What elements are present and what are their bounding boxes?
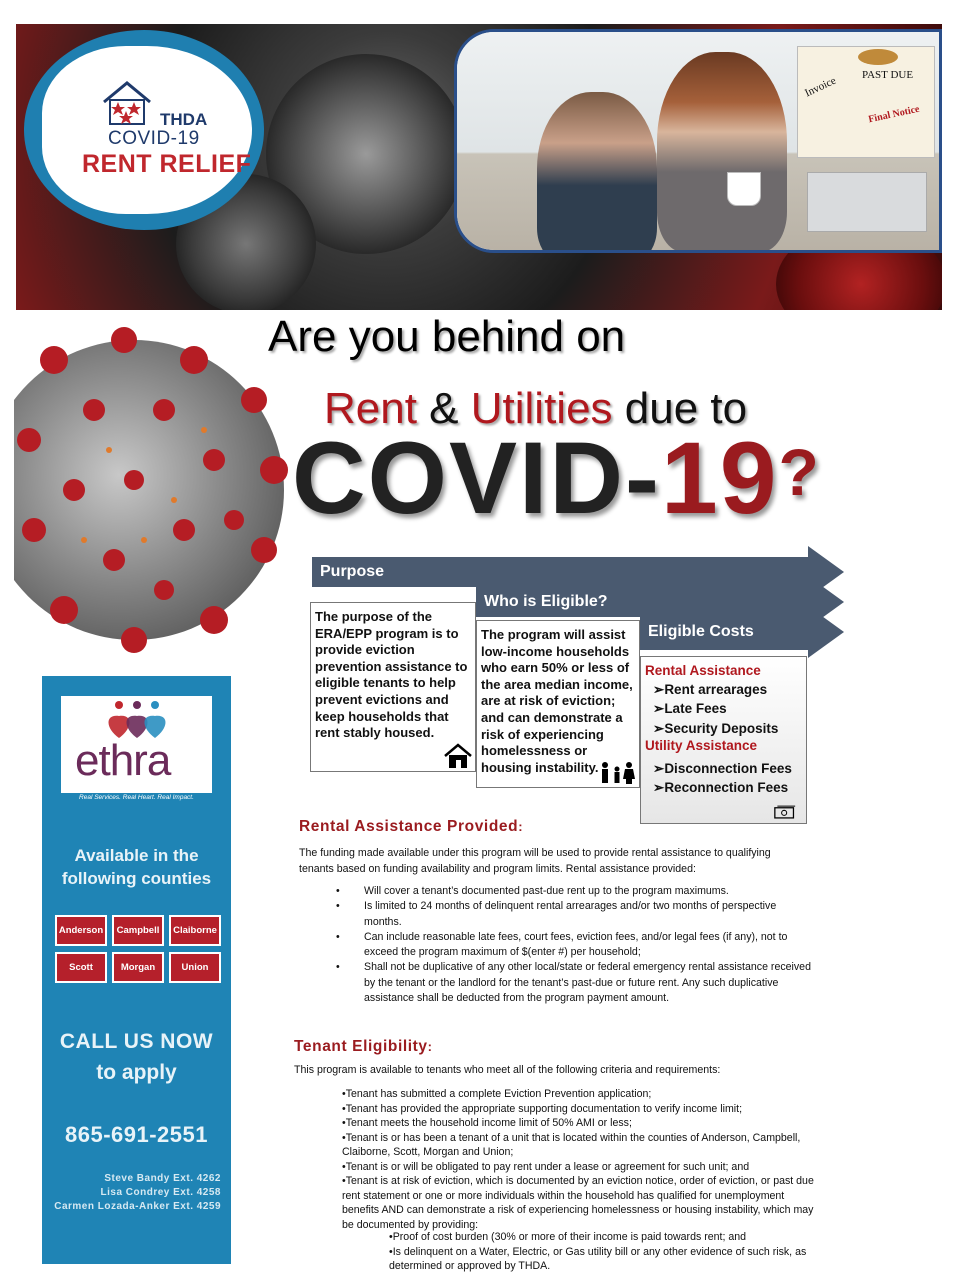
coins <box>858 49 898 65</box>
ethra-hearts-icon <box>97 700 177 740</box>
list-item: • Can include reasonable late fees, court fees, eviction fees, and/or legal fees (if any), not to exceed the program maximum of $(enter #) per household; <box>336 930 812 961</box>
headline-question-mark: ? <box>778 435 821 509</box>
list-item: • Shall not be duplicative of any other local/state or federal emergency rental assistance received by the tenant or the landlord for the tenant’s past-due or future rent. Any such duplicative assistance shall be deducted from the program payment amount. <box>336 960 812 1006</box>
purpose-card <box>310 602 476 772</box>
house-icon <box>443 743 473 769</box>
woman-figure <box>657 52 787 252</box>
list-item: •Tenant is or has been a tenant of a unit that is located within the counties of Anderson, Campbell, Claiborne, Scott, Morgan and Union; <box>342 1131 801 1158</box>
list-item: •Tenant is at risk of eviction, which is documented by an eviction notice, order of eviction, or past due rent statement or one or more individuals within the household has qualified for unemployment benefits AND can demonstrate a risk of experiencing homelessness or housing instability, which may be documented by providing: <box>342 1175 814 1231</box>
logo-covid: COVID-19 <box>108 128 200 149</box>
tenant-sub-criteria-list <box>389 1230 809 1274</box>
eligible-arrow <box>476 587 810 617</box>
stressed-couple-photo <box>454 29 942 253</box>
laptop <box>807 172 927 232</box>
eligible-card <box>476 620 640 788</box>
cost-item: ➢Rent arrearages <box>653 681 768 697</box>
coronavirus-icon <box>14 320 294 660</box>
counties-heading-2: following counties <box>61 869 212 888</box>
purpose-body: The purpose of the ERA/EPP program is to provide eviction prevention assistance to eligible tenants to help prevent evictions and keep households that rent stably housed. <box>315 609 468 741</box>
headline-rent: Rent <box>324 384 417 433</box>
man-figure <box>537 92 657 253</box>
list-item: •Tenant is or will be obligated to pay rent under a lease or agreement for such unit; and <box>342 1160 750 1173</box>
rental-assistance-list <box>336 884 812 1006</box>
costs-card <box>640 656 807 824</box>
costs-arrow <box>640 614 810 650</box>
call-us-now: CALL US NOW <box>59 1030 214 1053</box>
to-apply: to apply <box>96 1061 177 1084</box>
eligible-title: Who is Eligible? <box>484 593 608 610</box>
tenant-eligibility-heading: Tenant Eligibility: <box>294 1038 433 1055</box>
headline-amp: & <box>416 384 471 433</box>
utility-assistance-head: Utility Assistance <box>645 738 758 754</box>
headline-line-1: Are you behind on <box>268 312 626 361</box>
contact-extension: Lisa Condrey Ext. 4258 <box>100 1187 221 1198</box>
list-item: •Tenant has provided the appropriate supporting documentation to verify income limit; <box>342 1102 743 1115</box>
eligible-body: The program will assist low-income households who earn 50% or less of the area median income, are at risk of eviction; and can demonstrate a risk of experiencing homelessness or housing instability. <box>481 627 633 775</box>
list-item: •Tenant has submitted a complete Eviction Prevention application; <box>342 1088 652 1100</box>
invoice-text: Invoice <box>803 74 838 100</box>
headline-covid-number: 19 <box>661 421 779 535</box>
contact-extension: Carmen Lozada-Anker Ext. 4259 <box>54 1201 221 1212</box>
coffee-cup <box>727 172 761 206</box>
list-item: •Tenant meets the household income limit of 50% AMI or less; <box>342 1117 632 1129</box>
costs-title: Eligible Costs <box>648 623 754 640</box>
logo-org: THDA <box>160 110 208 129</box>
final-notice-text: Final Notice <box>867 103 921 126</box>
list-item: •Proof of cost burden (30% or more of their income is paid towards rent; and <box>389 1231 747 1243</box>
headline-covid <box>292 420 821 537</box>
county-badge: Union <box>169 952 221 983</box>
costs-arrow-tip <box>808 606 844 658</box>
contact-extension: Steve Bandy Ext. 4262 <box>104 1173 221 1184</box>
tenant-criteria-list <box>342 1087 818 1232</box>
counties-heading-1: Available in the <box>74 846 199 865</box>
purpose-title: Purpose <box>320 563 385 580</box>
header-banner <box>16 24 942 310</box>
headline-covid-text: COVID- <box>292 421 661 535</box>
money-icon <box>774 805 796 819</box>
rental-assistance-heading: Rental Assistance Provided: <box>299 818 524 835</box>
logo-rent-relief: RENT RELIEF <box>82 150 252 178</box>
ethra-logo <box>61 696 212 803</box>
thda-logo <box>42 46 252 214</box>
headline-utilities: Utilities <box>470 384 613 433</box>
rental-assistance-head: Rental Assistance <box>645 663 761 678</box>
list-item: • Is limited to 24 months of delinquent rental arrearages and/or two months of perspective months. <box>336 899 812 930</box>
county-badge: Claiborne <box>169 915 221 946</box>
list-item: •Is delinquent on a Water, Electric, or Gas utility bill or any other evidence of such risk, as determined or approved by THDA. <box>389 1245 807 1272</box>
house-stars-icon <box>100 80 154 126</box>
ethra-wordmark: ethra <box>75 736 171 785</box>
phone-number[interactable]: 865-691-2551 <box>64 1122 208 1147</box>
cost-item: ➢Late Fees <box>653 701 727 717</box>
cost-item: ➢Reconnection Fees <box>653 780 789 796</box>
county-badge: Campbell <box>112 915 164 946</box>
cost-item: ➢Security Deposits <box>653 720 779 736</box>
past-due-text: PAST DUE <box>862 69 914 81</box>
purpose-arrow <box>312 557 810 587</box>
county-badge: Scott <box>55 952 107 983</box>
rental-assistance-intro: The funding made available under this program will be used to provide rental assistance to qualifying tenants based on funding availability and program limits. Rental assistance provided: <box>299 847 771 875</box>
contact-sidebar <box>42 676 231 1264</box>
list-item: • Will cover a tenant’s documented past-due rent up to the program maximums. <box>336 884 812 899</box>
county-badge: Anderson <box>55 915 107 946</box>
ethra-tagline: Real Services. Real Heart. Real Impact. <box>61 793 212 803</box>
thda-logo-frame <box>24 30 264 230</box>
family-icon <box>599 761 635 785</box>
tenant-eligibility-intro: This program is available to tenants who meet all of the following criteria and requirements: <box>294 1064 721 1076</box>
cost-item: ➢Disconnection Fees <box>653 760 792 776</box>
headline-due-to: due to <box>612 384 748 433</box>
invoice-papers <box>797 46 935 158</box>
county-badge: Morgan <box>112 952 164 983</box>
